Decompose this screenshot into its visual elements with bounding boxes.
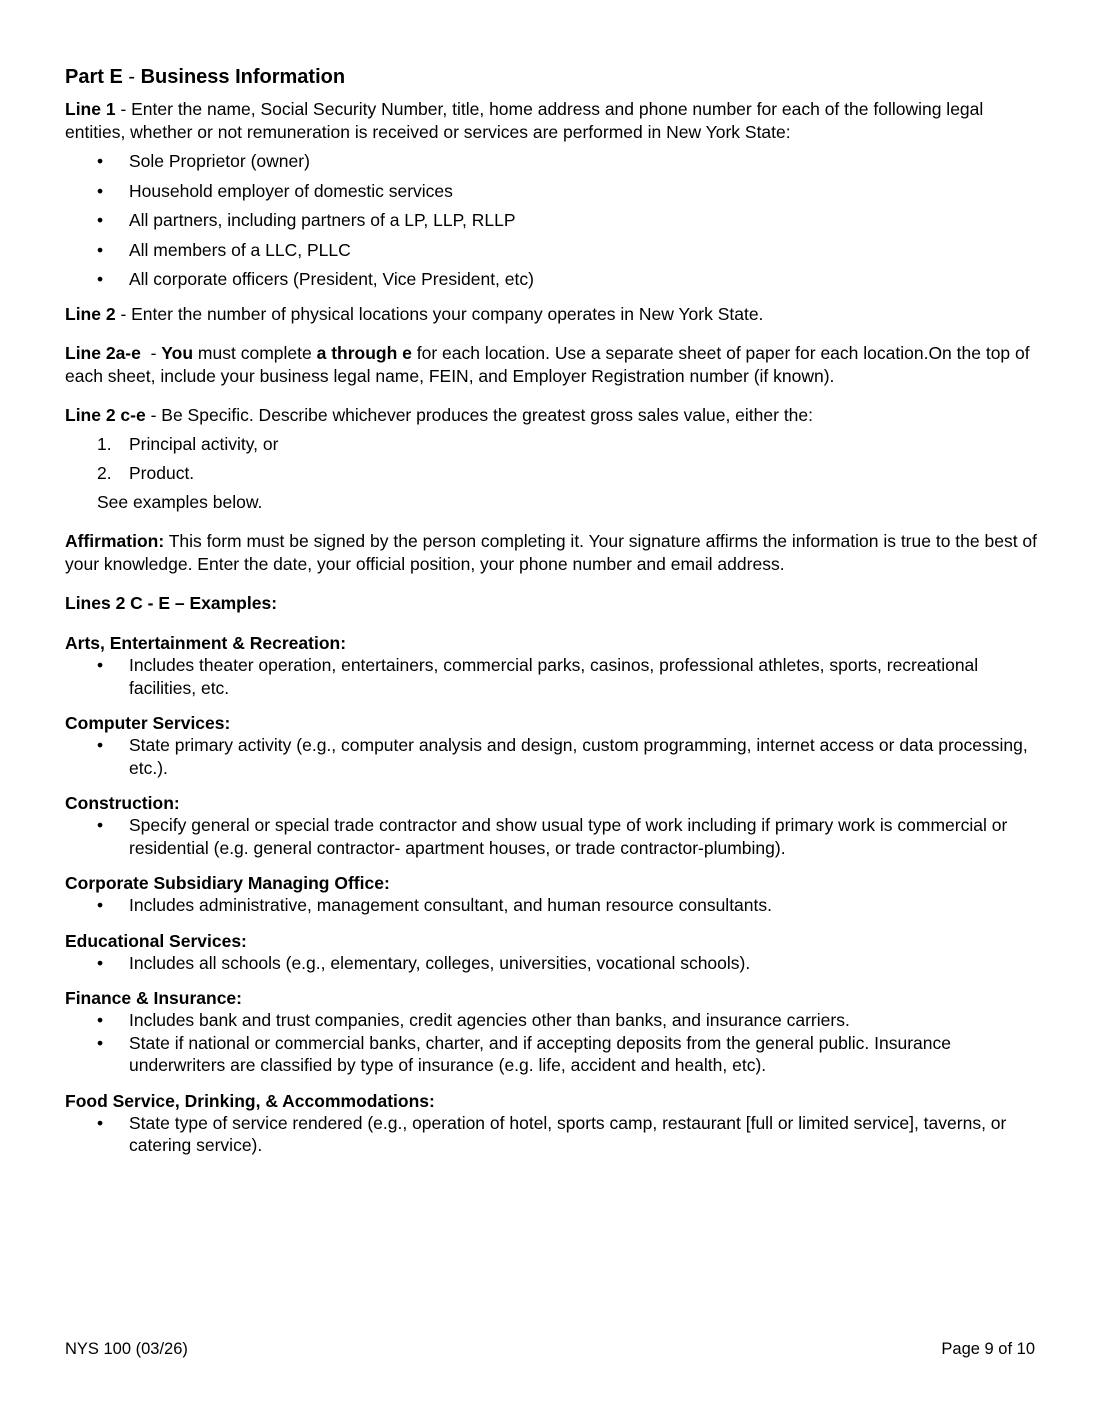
example-category [65,987,1040,1077]
line2ae-label: Line 2a-e [65,343,141,363]
example-category [65,712,1040,779]
list-item: • All partners, including partners of a LP, LLP, RLLP [65,209,1040,232]
line2ae-instructions [65,342,1040,388]
item-number: 2. [97,463,112,483]
item-number: 1. [97,434,112,454]
line1-label: Line 1 [65,99,116,119]
category-name: Construction: [65,793,180,813]
heading-separator: - [128,66,136,88]
list-item: • Includes administrative, management consultant, and human resource consultants. [65,894,1040,917]
section-title: Business Information [140,66,346,88]
line2-label: Line 2 [65,304,116,324]
example-category [65,872,1040,917]
line1-instructions [65,98,1040,144]
part-label: Part E [65,66,123,88]
category-items [65,1009,1040,1077]
category-items [65,1112,1040,1157]
see-examples-note: See examples below. [97,492,263,512]
line2ce-numbered-list [65,433,1040,485]
category-items [65,814,1040,859]
list-item: • Sole Proprietor (owner) [65,150,1040,173]
line1-text: - Enter the name, Social Security Number, title, home address and phone number for each of the following legal entities, whether or not remuneration is received or services are performed in New York State: [65,99,984,142]
list-item: • Household employer of domestic services [65,180,1040,203]
list-item: • State primary activity (e.g., computer analysis and design, custom programming, internet access or data processing, etc.). [65,734,1040,779]
list-item [65,433,1040,456]
line2ae-text: for each location. Use a separate sheet of paper for each location.On the top of each sheet, include your business legal name, FEIN, and Employer Registration number (if known). [65,343,1035,386]
category-name: Educational Services: [65,930,247,951]
line2ae-through: a through e [316,343,412,363]
list-item: • State if national or commercial banks, charter, and if accepting deposits from the general public. Insurance underwriters are classified by type of insurance (e.g. life, accident and health, etc). [65,1032,1040,1077]
line2ae-mid: must complete [193,343,317,363]
list-item: • Includes bank and trust companies, credit agencies other than banks, and insurance carriers. [65,1009,1040,1032]
list-item: • All members of a LLC, PLLC [65,239,1040,262]
list-item: • Includes all schools (e.g., elementary, colleges, universities, vocational schools). [65,952,1040,975]
line2ae-dash: - [140,343,162,363]
category-items [65,952,1040,975]
line2ce-text: - Be Specific. Describe whichever produces the greatest gross sales value, either the: [145,405,814,425]
category-items [65,654,1040,699]
item-text: Product. [129,463,195,483]
section-heading [65,64,1040,90]
list-item [65,462,1040,485]
category-name: Food Service, Drinking, & Accommodations: [65,1090,435,1111]
line2ce-label: Line 2 c-e [65,405,146,425]
example-category [65,1090,1040,1157]
line2-text: - Enter the number of physical locations your company operates in New York State. [115,304,764,324]
line1-entity-list [65,150,1040,291]
affirmation-text: This form must be signed by the person completing it. Your signature affirms the information is true to the best of your knowledge. Enter the date, your official position, your phone number and email address. [65,531,1038,574]
category-items [65,734,1040,779]
list-item: • All corporate officers (President, Vice President, etc) [65,268,1040,291]
examples-heading [65,592,1040,615]
document-page [65,64,1040,1157]
affirmation-label: Affirmation: [65,531,165,551]
category-name: Computer Services: [65,713,231,733]
category-name: Corporate Subsidiary Managing Office: [65,873,390,893]
category-name: Finance & Insurance: [65,988,242,1008]
category-items [65,894,1040,917]
form-identifier: NYS 100 (03/26) [65,1340,188,1358]
example-category [65,792,1040,859]
page-number: Page 9 of 10 [941,1340,1035,1358]
examples-title: Lines 2 C - E – Examples: [65,593,278,613]
list-item: • State type of service rendered (e.g., operation of hotel, sports camp, restaurant [full or limited service], taverns, or catering service). [65,1112,1040,1157]
example-category [65,930,1040,975]
example-category [65,632,1040,699]
item-text: Principal activity, or [129,434,279,454]
line2ae-you: You [161,343,194,363]
list-item: • Includes theater operation, entertainers, commercial parks, casinos, professional athletes, sports, recreational facilities, etc. [65,654,1040,699]
list-item: • Specify general or special trade contractor and show usual type of work including if primary work is commercial or residential (e.g. general contractor- apartment houses, or trade contractor-plumbing). [65,814,1040,859]
category-name: Arts, Entertainment & Recreation: [65,633,347,653]
line2ce-instructions [65,404,1040,427]
line2-instructions [65,303,1040,326]
affirmation-instructions [65,530,1040,576]
